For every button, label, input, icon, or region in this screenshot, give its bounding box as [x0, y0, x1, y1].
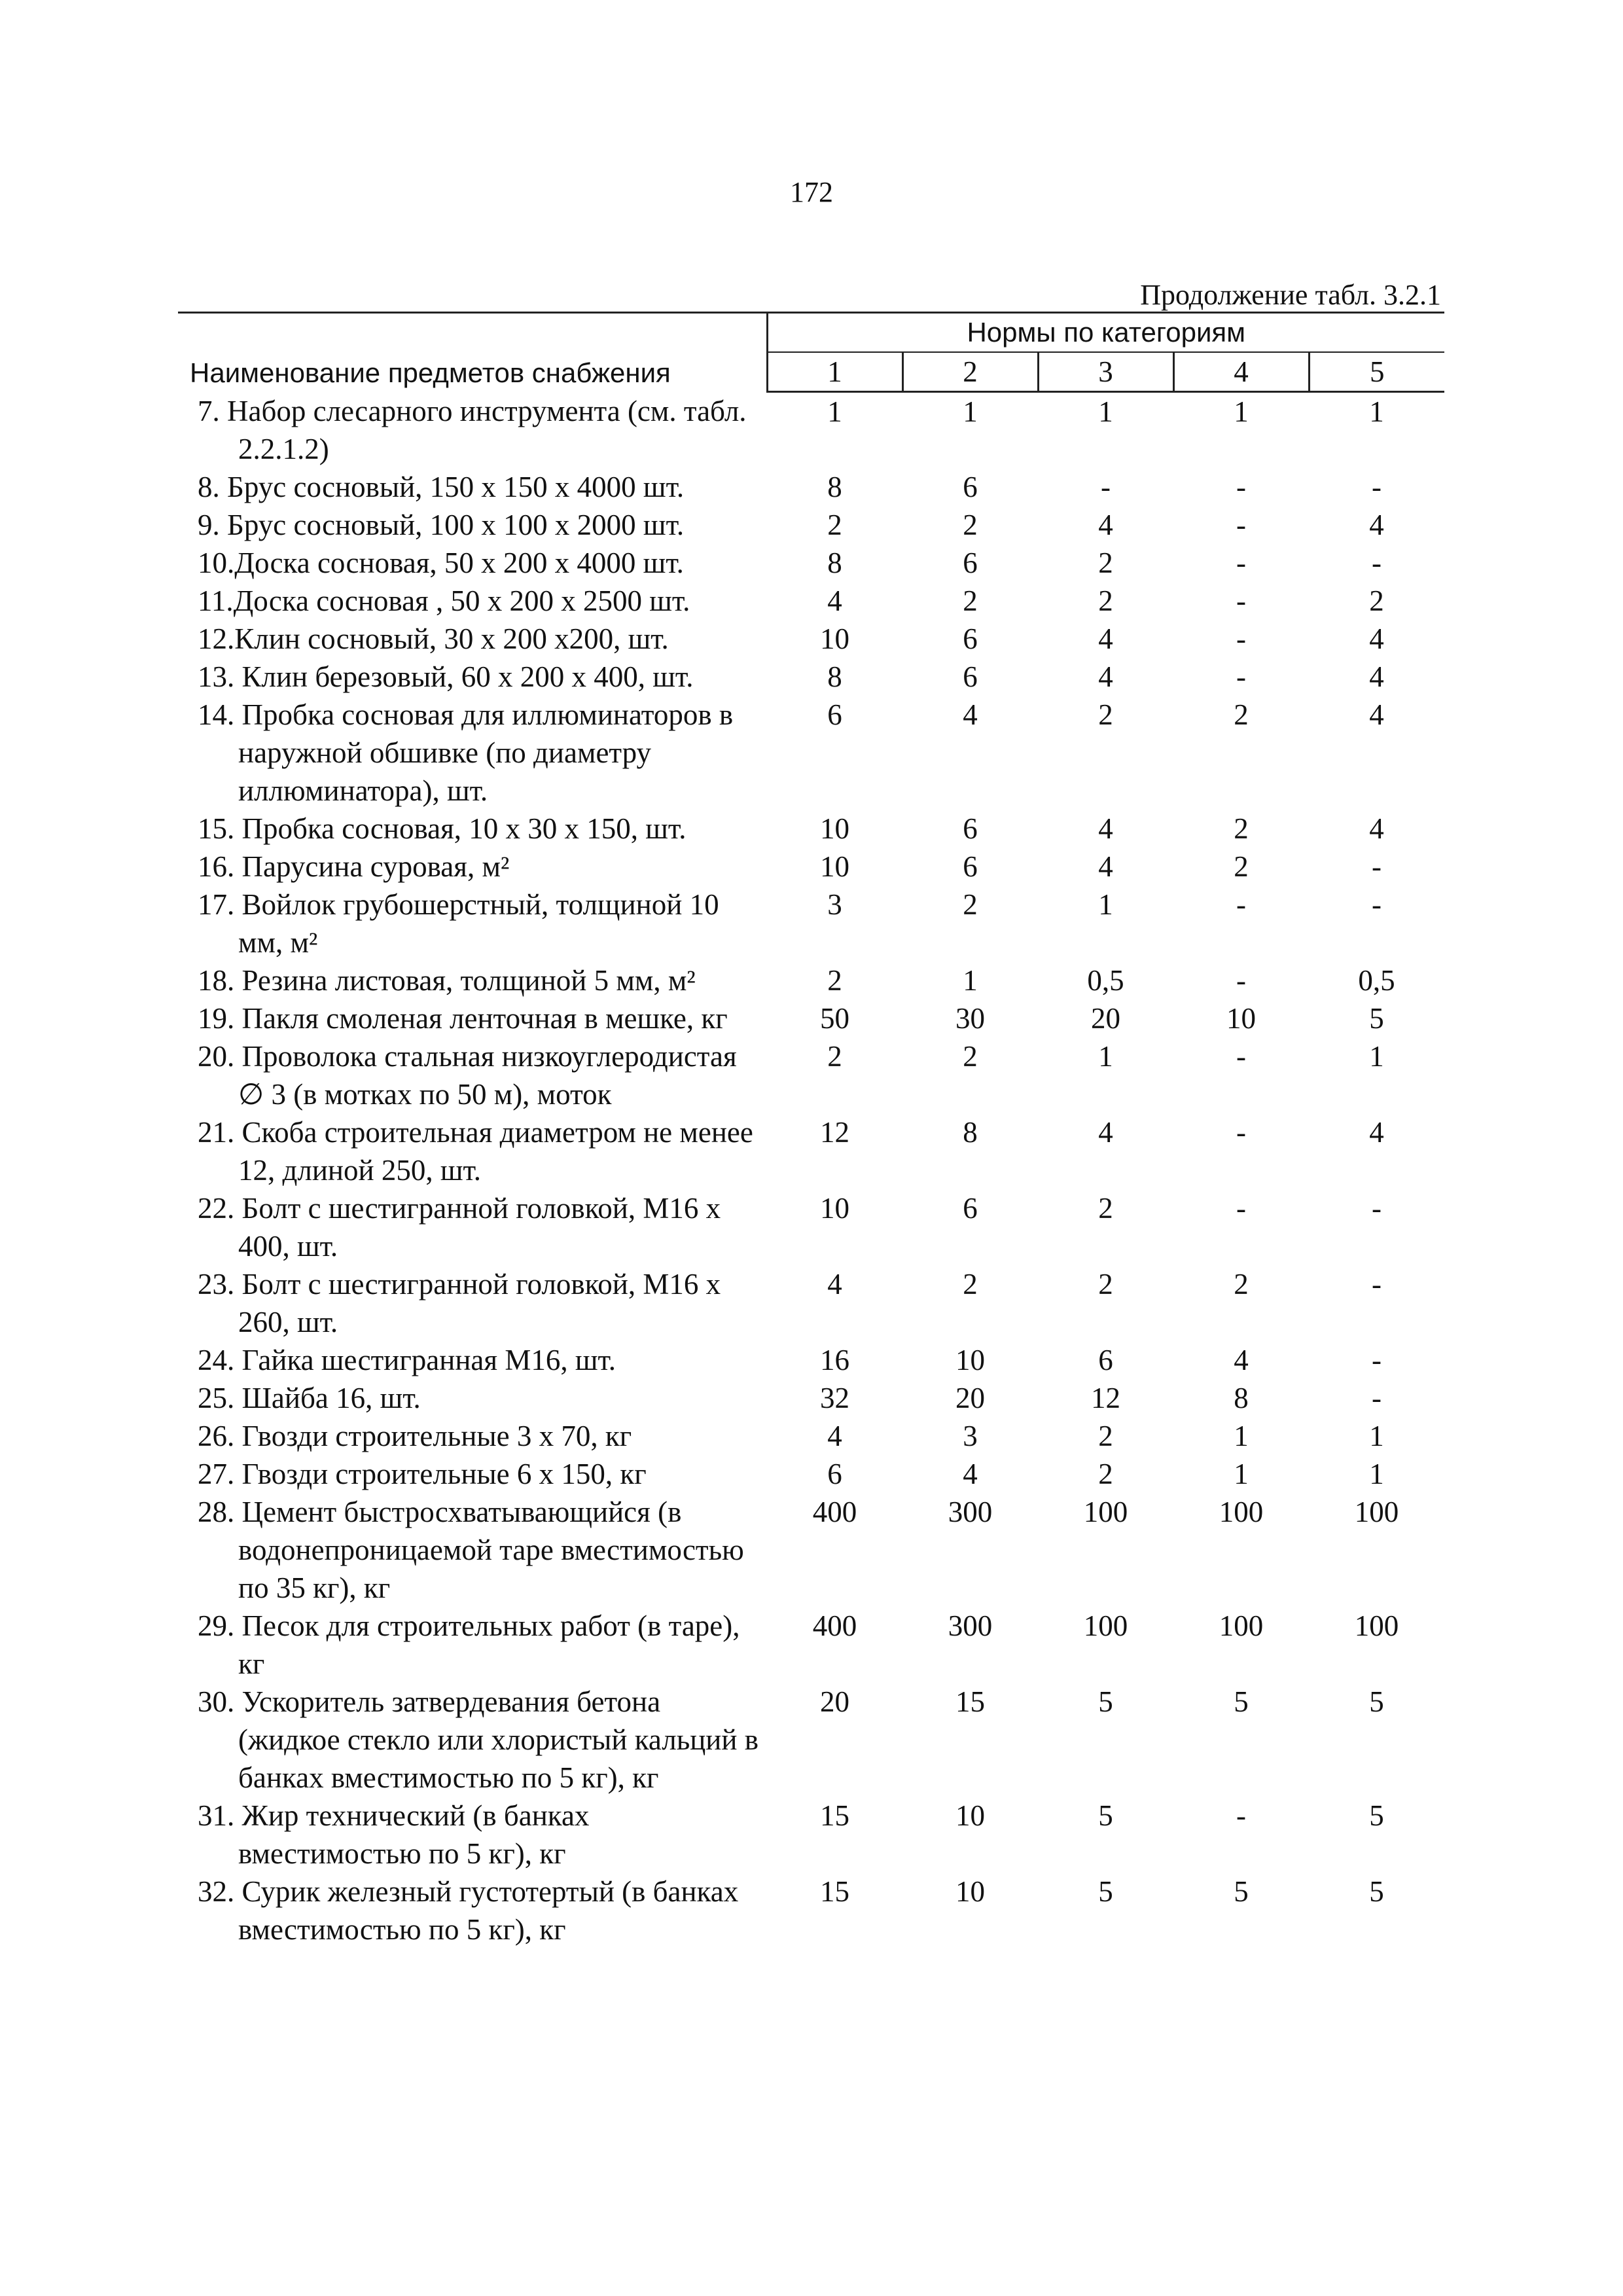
norm-value-category-1: 2 — [827, 963, 842, 997]
table-row — [178, 1341, 1444, 1379]
norm-value-category-2: 8 — [963, 1115, 978, 1149]
norm-value-category-3: 2 — [1098, 1419, 1113, 1452]
norm-value-category-5: - — [1372, 1191, 1382, 1225]
item-name: 16. Парусина суровая, м² — [198, 850, 510, 883]
table-row — [178, 999, 1444, 1037]
norm-value-category-2: 20 — [955, 1381, 985, 1414]
page-number: 172 — [790, 176, 833, 208]
norm-value-category-1: 1 — [827, 395, 842, 428]
table-row — [178, 1265, 1444, 1341]
item-name-cell — [178, 544, 767, 582]
norm-value-category-5: - — [1372, 546, 1382, 579]
norm-value-category-5: 2 — [1369, 584, 1384, 617]
table-row — [178, 886, 1444, 961]
norm-value-category-2: 1 — [963, 395, 978, 428]
item-name-cell — [178, 1683, 767, 1797]
norm-value-category-4: - — [1236, 584, 1246, 617]
table-row — [178, 1113, 1444, 1189]
item-name: 7. Набор слесарного инструмента (см. табл. 2.2.1.2) — [198, 394, 747, 465]
norm-value-category-3: 4 — [1098, 508, 1113, 541]
norms-group-header: Нормы по категориям — [767, 313, 1444, 353]
norm-value-category-1: 2 — [827, 1039, 842, 1073]
item-name: 30. Ускоритель затвердевания бетона (жидкое стекло или хлористый кальций в банках вместимостью по 5 кг), кг — [198, 1685, 758, 1794]
norm-value-category-2: 3 — [963, 1419, 978, 1452]
norm-value-category-5: 4 — [1369, 508, 1384, 541]
table-row — [178, 1493, 1444, 1607]
item-name-cell — [178, 1113, 767, 1189]
norm-value-category-4: - — [1236, 622, 1246, 655]
norm-value-category-1: 8 — [827, 546, 842, 579]
norm-value-category-5: 5 — [1369, 1874, 1384, 1908]
table-row — [178, 1683, 1444, 1797]
item-name: 22. Болт с шестигранной головкой, М16 x 400, шт. — [198, 1191, 721, 1263]
norm-value-category-2: 300 — [948, 1495, 993, 1528]
norm-value-category-3: 4 — [1098, 660, 1113, 693]
item-name: 15. Пробка сосновая, 10 x 30 x 150, шт. — [198, 812, 687, 845]
table-row — [178, 582, 1444, 620]
item-name: 32. Сурик железный густотертый (в банках вместимостью по 5 кг), кг — [198, 1874, 739, 1946]
category-header-4: 4 — [1173, 352, 1309, 392]
item-name-cell — [178, 1873, 767, 1948]
norm-value-category-4: 5 — [1234, 1874, 1249, 1908]
norm-value-category-2: 6 — [963, 546, 978, 579]
item-name-cell — [178, 582, 767, 620]
item-name-cell — [178, 999, 767, 1037]
norm-value-category-5: 4 — [1369, 812, 1384, 845]
norm-value-category-5: 1 — [1369, 395, 1384, 428]
norm-value-category-5: - — [1372, 850, 1382, 883]
norm-value-category-3: 1 — [1098, 1039, 1113, 1073]
norm-value-category-2: 6 — [963, 470, 978, 503]
norm-value-category-3: 5 — [1098, 1685, 1113, 1718]
item-name-cell — [178, 620, 767, 658]
norm-value-category-4: - — [1236, 1799, 1246, 1832]
norm-value-category-5: 100 — [1354, 1609, 1399, 1642]
category-header-1: 1 — [767, 352, 902, 392]
item-name-cell — [178, 468, 767, 506]
norm-value-category-2: 2 — [963, 1267, 978, 1300]
norm-value-category-4: - — [1236, 470, 1246, 503]
item-name-cell — [178, 1607, 767, 1683]
norm-value-category-1: 4 — [827, 1267, 842, 1300]
item-name-cell — [178, 658, 767, 696]
name-column-header: Наименование предметов снабжения — [178, 313, 767, 392]
norm-value-category-1: 50 — [820, 1001, 849, 1035]
supplies-norms-table — [178, 312, 1444, 1948]
norm-value-category-4: - — [1236, 546, 1246, 579]
norm-value-category-3: 100 — [1083, 1495, 1128, 1528]
norm-value-category-4: 2 — [1234, 812, 1249, 845]
norm-value-category-1: 32 — [820, 1381, 849, 1414]
item-name: 24. Гайка шестигранная М16, шт. — [198, 1343, 616, 1376]
norm-value-category-1: 10 — [820, 1191, 849, 1225]
norm-value-category-3: 0,5 — [1087, 963, 1124, 997]
item-name: 31. Жир технический (в банках вместимостью по 5 кг), кг — [198, 1799, 590, 1870]
norm-value-category-3: 2 — [1098, 1267, 1113, 1300]
norm-value-category-3: 1 — [1098, 888, 1113, 921]
norm-value-category-5: 4 — [1369, 622, 1384, 655]
norm-value-category-3: 5 — [1098, 1874, 1113, 1908]
norm-value-category-1: 10 — [820, 850, 849, 883]
norm-value-category-1: 6 — [827, 1457, 842, 1490]
norm-value-category-5: 4 — [1369, 660, 1384, 693]
norm-value-category-1: 2 — [827, 508, 842, 541]
table-row — [178, 506, 1444, 544]
table-row — [178, 658, 1444, 696]
table-continuation-label: Продолжение табл. 3.2.1 — [1140, 279, 1441, 311]
item-name: 19. Пакля смоленая ленточная в мешке, кг — [198, 1001, 728, 1035]
norm-value-category-4: 1 — [1234, 1457, 1249, 1490]
item-name: 10.Доска сосновая, 50 x 200 x 4000 шт. — [198, 546, 684, 579]
norm-value-category-4: - — [1236, 888, 1246, 921]
norm-value-category-4: 2 — [1234, 698, 1249, 731]
norm-value-category-2: 2 — [963, 1039, 978, 1073]
norm-value-category-2: 6 — [963, 622, 978, 655]
table-row — [178, 696, 1444, 810]
norm-value-category-2: 4 — [963, 1457, 978, 1490]
item-name-cell — [178, 696, 767, 810]
norm-value-category-5: 1 — [1369, 1457, 1384, 1490]
norm-value-category-3: 2 — [1098, 1457, 1113, 1490]
item-name: 20. Проволока стальная низкоуглеродистая ∅ 3 (в мотках по 50 м), моток — [198, 1039, 737, 1111]
norm-value-category-4: 1 — [1234, 395, 1249, 428]
item-name-cell — [178, 810, 767, 848]
norm-value-category-4: - — [1236, 508, 1246, 541]
item-name-cell — [178, 1493, 767, 1607]
table-row — [178, 1417, 1444, 1455]
table-row — [178, 1455, 1444, 1493]
norm-value-category-2: 6 — [963, 660, 978, 693]
item-name-cell — [178, 1189, 767, 1265]
norm-value-category-4: - — [1236, 963, 1246, 997]
norm-value-category-2: 6 — [963, 812, 978, 845]
norm-value-category-3: 1 — [1098, 395, 1113, 428]
item-name: 28. Цемент быстросхватывающийся (в водонепроницаемой таре вместимостью по 35 кг), кг — [198, 1495, 744, 1604]
category-header-2: 2 — [902, 352, 1038, 392]
item-name: 9. Брус сосновый, 100 x 100 x 2000 шт. — [198, 508, 685, 541]
norm-value-category-5: - — [1372, 888, 1382, 921]
norm-value-category-2: 6 — [963, 850, 978, 883]
norm-value-category-2: 2 — [963, 584, 978, 617]
norm-value-category-3: 2 — [1098, 584, 1113, 617]
norm-value-category-3: 4 — [1098, 812, 1113, 845]
table-row — [178, 1189, 1444, 1265]
norm-value-category-3: 4 — [1098, 850, 1113, 883]
item-name-cell — [178, 1341, 767, 1379]
norm-value-category-4: 100 — [1219, 1609, 1264, 1642]
norm-value-category-2: 1 — [963, 963, 978, 997]
item-name: 13. Клин березовый, 60 x 200 x 400, шт. — [198, 660, 694, 693]
item-name: 26. Гвозди строительные 3 x 70, кг — [198, 1419, 632, 1452]
table-row — [178, 1607, 1444, 1683]
norm-value-category-2: 10 — [955, 1343, 985, 1376]
norm-value-category-4: 2 — [1234, 850, 1249, 883]
item-name: 14. Пробка сосновая для иллюминаторов в наружной обшивке (по диаметру иллюминатора), шт. — [198, 698, 734, 807]
norm-value-category-1: 4 — [827, 584, 842, 617]
item-name-cell — [178, 1797, 767, 1873]
norm-value-category-4: 2 — [1234, 1267, 1249, 1300]
item-name: 17. Войлок грубошерстный, толщиной 10 мм, м² — [198, 888, 719, 959]
item-name-cell — [178, 961, 767, 999]
item-name-cell — [178, 848, 767, 886]
norm-value-category-1: 4 — [827, 1419, 842, 1452]
norm-value-category-4: - — [1236, 660, 1246, 693]
table-row — [178, 1379, 1444, 1417]
norm-value-category-4: 1 — [1234, 1419, 1249, 1452]
item-name-cell — [178, 1455, 767, 1493]
norm-value-category-2: 2 — [963, 508, 978, 541]
norm-value-category-1: 15 — [820, 1874, 849, 1908]
norm-value-category-1: 6 — [827, 698, 842, 731]
norm-value-category-4: 5 — [1234, 1685, 1249, 1718]
norm-value-category-2: 6 — [963, 1191, 978, 1225]
norm-value-category-3: 4 — [1098, 1115, 1113, 1149]
norm-value-category-1: 400 — [812, 1609, 857, 1642]
norm-value-category-3: 20 — [1091, 1001, 1120, 1035]
norm-value-category-5: - — [1372, 1267, 1382, 1300]
norm-value-category-3: 2 — [1098, 698, 1113, 731]
norm-value-category-5: 5 — [1369, 1799, 1384, 1832]
norm-value-category-3: 100 — [1083, 1609, 1128, 1642]
norm-value-category-4: 10 — [1226, 1001, 1256, 1035]
norm-value-category-1: 20 — [820, 1685, 849, 1718]
norm-value-category-2: 30 — [955, 1001, 985, 1035]
norm-value-category-1: 12 — [820, 1115, 849, 1149]
table-body — [178, 392, 1444, 1948]
norm-value-category-1: 400 — [812, 1495, 857, 1528]
table-row — [178, 468, 1444, 506]
norm-value-category-3: 2 — [1098, 1191, 1113, 1225]
item-name: 21. Скоба строительная диаметром не менее 12, длиной 250, шт. — [198, 1115, 753, 1187]
norm-value-category-5: 100 — [1354, 1495, 1399, 1528]
norm-value-category-4: 8 — [1234, 1381, 1249, 1414]
norm-value-category-5: - — [1372, 1381, 1382, 1414]
norm-value-category-3: 4 — [1098, 622, 1113, 655]
norm-value-category-5: 0,5 — [1358, 963, 1395, 997]
norm-value-category-5: 4 — [1369, 698, 1384, 731]
item-name: 8. Брус сосновый, 150 x 150 x 4000 шт. — [198, 470, 685, 503]
item-name-cell — [178, 1417, 767, 1455]
item-name-cell — [178, 506, 767, 544]
item-name-cell — [178, 886, 767, 961]
item-name-cell — [178, 1037, 767, 1113]
norm-value-category-4: 100 — [1219, 1495, 1264, 1528]
table-row — [178, 1037, 1444, 1113]
norm-value-category-3: 5 — [1098, 1799, 1113, 1832]
norm-value-category-2: 15 — [955, 1685, 985, 1718]
norm-value-category-3: 12 — [1091, 1381, 1120, 1414]
norm-value-category-1: 10 — [820, 812, 849, 845]
table-row — [178, 848, 1444, 886]
norm-value-category-4: - — [1236, 1191, 1246, 1225]
category-header-3: 3 — [1038, 352, 1173, 392]
norm-value-category-2: 300 — [948, 1609, 993, 1642]
supplies-norms-table-container — [178, 312, 1444, 1948]
table-row — [178, 544, 1444, 582]
norm-value-category-1: 8 — [827, 470, 842, 503]
norm-value-category-1: 10 — [820, 622, 849, 655]
item-name: 25. Шайба 16, шт. — [198, 1381, 421, 1414]
norm-value-category-5: 5 — [1369, 1001, 1384, 1035]
norm-value-category-2: 4 — [963, 698, 978, 731]
item-name: 29. Песок для строительных работ (в таре), кг — [198, 1609, 740, 1680]
table-row — [178, 810, 1444, 848]
norm-value-category-4: 4 — [1234, 1343, 1249, 1376]
item-name-cell — [178, 1379, 767, 1417]
item-name: 23. Болт с шестигранной головкой, М16 x 260, шт. — [198, 1267, 721, 1338]
norm-value-category-1: 16 — [820, 1343, 849, 1376]
item-name: 27. Гвозди строительные 6 x 150, кг — [198, 1457, 647, 1490]
norm-value-category-5: 1 — [1369, 1419, 1384, 1452]
norm-value-category-4: - — [1236, 1039, 1246, 1073]
table-row — [178, 392, 1444, 468]
item-name: 18. Резина листовая, толщиной 5 мм, м² — [198, 963, 696, 997]
norm-value-category-1: 15 — [820, 1799, 849, 1832]
item-name-cell — [178, 392, 767, 468]
norm-value-category-5: 4 — [1369, 1115, 1384, 1149]
norm-value-category-2: 10 — [955, 1799, 985, 1832]
norm-value-category-5: - — [1372, 1343, 1382, 1376]
norm-value-category-3: - — [1101, 470, 1111, 503]
norm-value-category-3: 2 — [1098, 546, 1113, 579]
table-row — [178, 1797, 1444, 1873]
table-row — [178, 1873, 1444, 1948]
table-row — [178, 961, 1444, 999]
norm-value-category-2: 2 — [963, 888, 978, 921]
item-name: 11.Доска сосновая , 50 x 200 x 2500 шт. — [198, 584, 690, 617]
norm-value-category-1: 8 — [827, 660, 842, 693]
norm-value-category-3: 6 — [1098, 1343, 1113, 1376]
norm-value-category-4: - — [1236, 1115, 1246, 1149]
norm-value-category-5: - — [1372, 470, 1382, 503]
norm-value-category-2: 10 — [955, 1874, 985, 1908]
item-name-cell — [178, 1265, 767, 1341]
table-row — [178, 620, 1444, 658]
item-name: 12.Клин сосновый, 30 x 200 x200, шт. — [198, 622, 669, 655]
category-header-5: 5 — [1309, 352, 1444, 392]
norm-value-category-5: 1 — [1369, 1039, 1384, 1073]
norm-value-category-1: 3 — [827, 888, 842, 921]
norm-value-category-5: 5 — [1369, 1685, 1384, 1718]
